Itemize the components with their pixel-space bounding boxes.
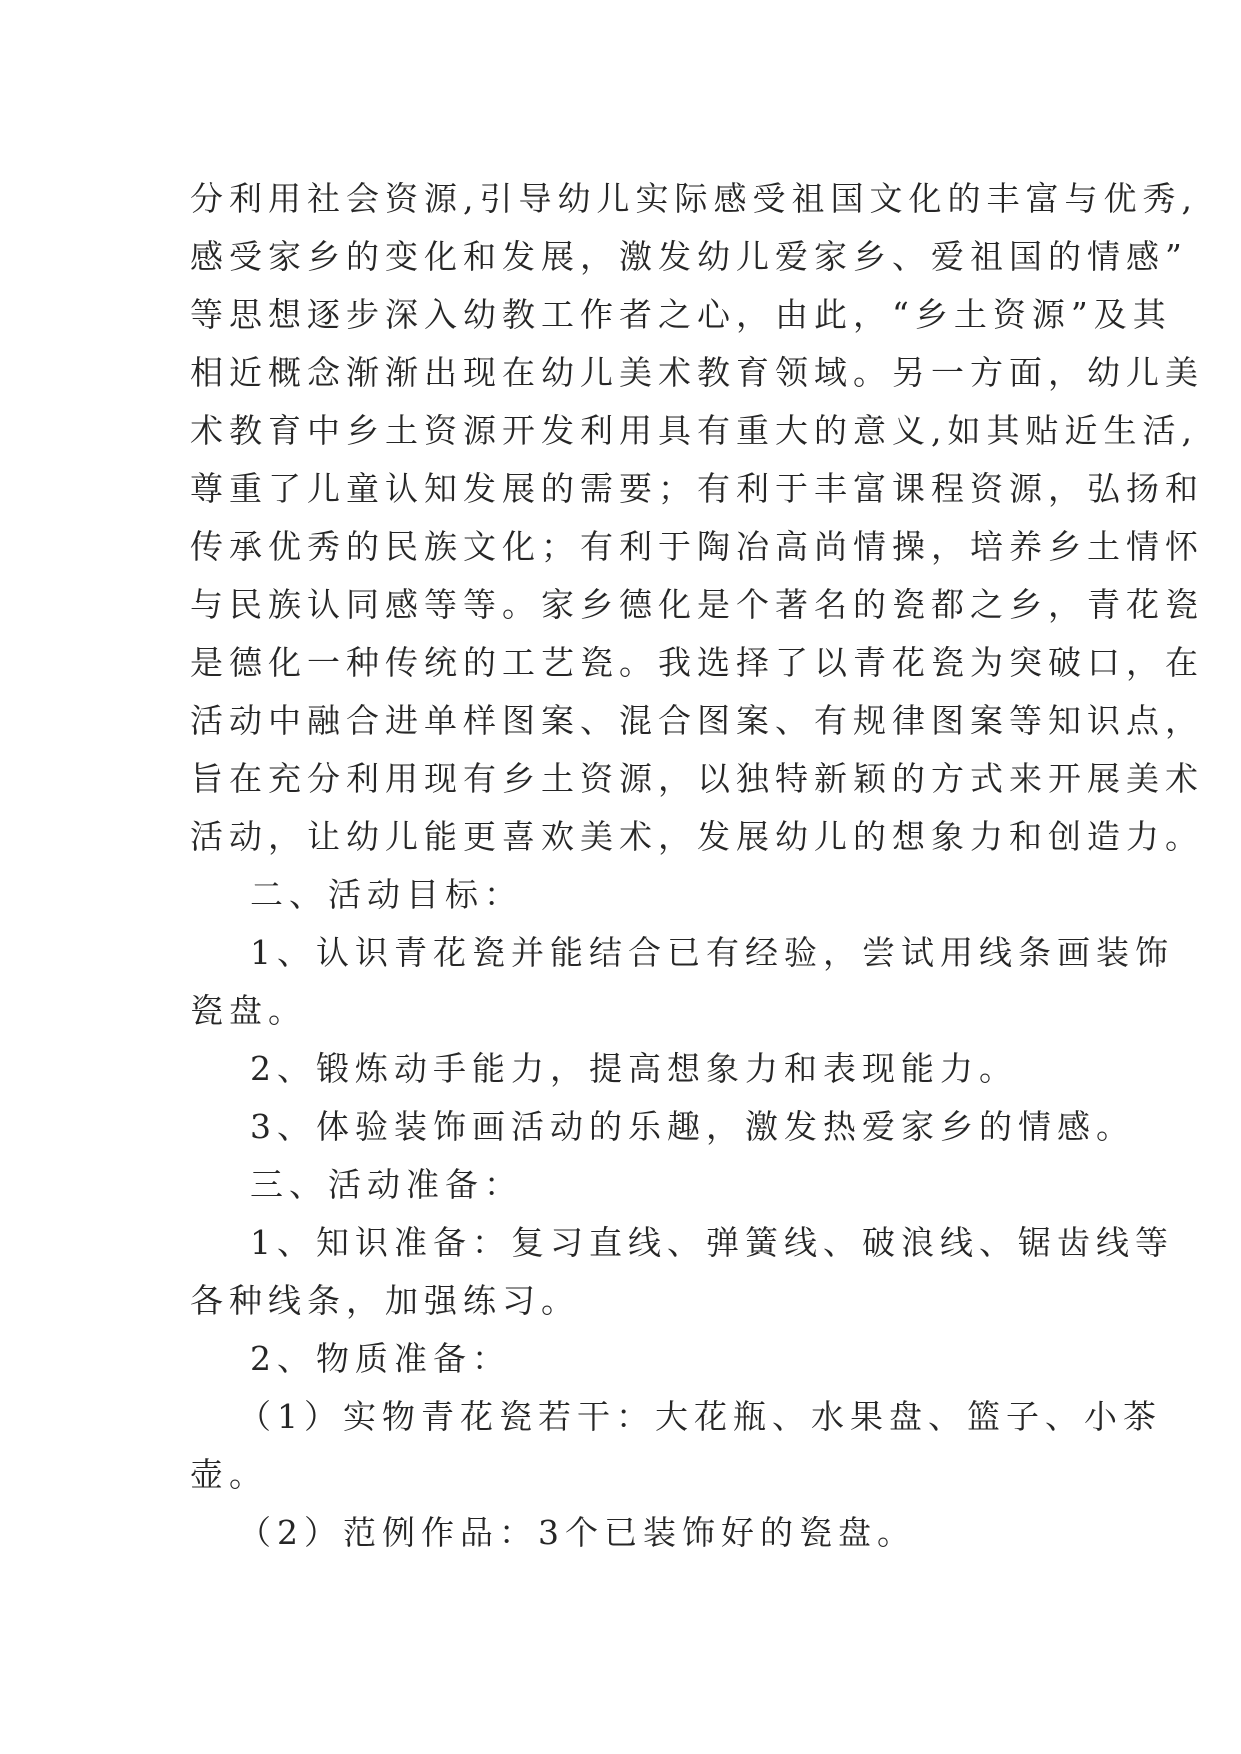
material-item-2: （2）范例作品：3个已装饰好的瓷盘。 [238,1513,916,1552]
section-heading-preparation: 三、活动准备： [250,1165,523,1204]
body-text [190,170,1204,1562]
paragraph-line: 是德化一种传统的工艺瓷。我选择了以青花瓷为突破口，在 [190,643,1204,682]
preparation-item-1-continuation: 各种线条，加强练习。 [190,1281,580,1320]
paragraph-line: 活动，让幼儿能更喜欢美术，发展幼儿的想象力和创造力。 [190,817,1204,856]
goal-item-1-continuation: 瓷盘。 [190,991,307,1030]
section-heading-goals: 二、活动目标： [250,875,523,914]
paragraph-line: 与民族认同感等等。家乡德化是个著名的瓷都之乡，青花瓷 [190,585,1204,624]
paragraph-line: 相近概念渐渐出现在幼儿美术教育领域。另一方面，幼儿美 [190,353,1204,392]
goal-item-2: 2、锻炼动手能力，提高想象力和表现能力。 [250,1049,1018,1088]
paragraph-line: 活动中融合进单样图案、混合图案、有规律图案等知识点， [190,701,1204,740]
paragraph-line: 感受家乡的变化和发展，激发幼儿爱家乡、爱祖国的情感” [190,237,1188,276]
paragraph-line: 分利用社会资源,引导幼儿实际感受祖国文化的丰富与优秀, [190,179,1198,218]
paragraph-line: 旨在充分利用现有乡土资源，以独特新颖的方式来开展美术 [190,759,1204,798]
preparation-item-1: 1、知识准备：复习直线、弹簧线、破浪线、锯齿线等 [250,1223,1174,1262]
material-item-1-continuation: 壶。 [190,1455,268,1494]
goal-item-3: 3、体验装饰画活动的乐趣，激发热爱家乡的情感。 [250,1107,1135,1146]
paragraph-line: 术教育中乡土资源开发利用具有重大的意义,如其贴近生活, [190,411,1198,450]
paragraph-line: 传承优秀的民族文化；有利于陶冶高尚情操，培养乡土情怀 [190,527,1204,566]
preparation-item-2: 2、物质准备： [250,1339,511,1378]
paragraph-line: 等思想逐步深入幼教工作者之心，由此，“乡土资源”及其 [190,295,1172,334]
goal-item-1: 1、认识青花瓷并能结合已有经验，尝试用线条画装饰 [250,933,1174,972]
paragraph-line: 尊重了儿童认知发展的需要；有利于丰富课程资源，弘扬和 [190,469,1204,508]
material-item-1: （1）实物青花瓷若干：大花瓶、水果盘、篮子、小茶 [238,1397,1162,1436]
